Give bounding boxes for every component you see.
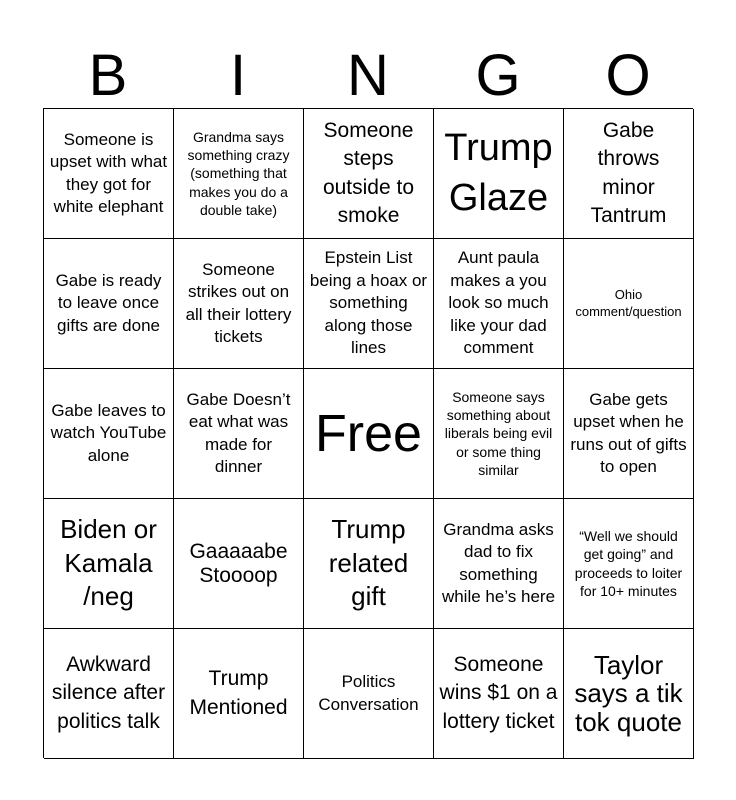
cell-text: Aunt paula makes a you look so much like your dad comment [448, 248, 549, 358]
header-letter-g: G [475, 43, 521, 108]
cell-text: Grandma says something crazy (something that makes you do a double take) [187, 129, 290, 218]
cell-text: Trump Mentioned [189, 667, 288, 719]
cell-text: Gabe leaves to watch YouTube alone [50, 400, 167, 465]
cell-text: Gabe is ready to leave once gifts are done [55, 270, 162, 335]
bingo-cell[interactable] [564, 629, 694, 759]
bingo-cell[interactable] [174, 239, 304, 369]
bingo-cell[interactable] [434, 499, 564, 629]
bingo-cell[interactable] [44, 629, 174, 759]
bingo-cell[interactable] [434, 239, 564, 369]
bingo-cell[interactable] [174, 499, 304, 629]
header-letter-i: I [229, 43, 247, 108]
bingo-grid [43, 108, 693, 758]
header-letter-n: N [347, 43, 389, 108]
cell-text: Gabe Doesn’t eat what was made for dinner [186, 389, 291, 476]
cell-text: Trump Glaze [444, 127, 553, 219]
bingo-cell[interactable] [564, 109, 694, 239]
cell-text: Taylor says a tik tok quote [574, 649, 683, 737]
bingo-cell[interactable] [434, 369, 564, 499]
bingo-cell[interactable] [304, 239, 434, 369]
header-letter-o: O [605, 43, 651, 108]
bingo-cell[interactable] [304, 499, 434, 629]
cell-text: Someone wins $1 on a lottery ticket [439, 652, 558, 733]
cell-text: Ohio comment/question [575, 287, 682, 319]
bingo-cell[interactable] [44, 109, 174, 239]
cell-text: Awkward silence after politics talk [51, 652, 166, 733]
cell-text: Someone is upset with what they got for white elephant [49, 129, 168, 216]
bingo-cell[interactable] [174, 629, 304, 759]
bingo-cell-free[interactable] [304, 369, 434, 499]
bingo-cell[interactable] [174, 109, 304, 239]
bingo-cell[interactable] [564, 499, 694, 629]
bingo-cell[interactable] [564, 239, 694, 369]
bingo-cell[interactable] [434, 109, 564, 239]
bingo-cell[interactable] [564, 369, 694, 499]
bingo-cell[interactable] [304, 629, 434, 759]
bingo-cell[interactable] [44, 239, 174, 369]
bingo-cell[interactable] [434, 629, 564, 759]
cell-text: Politics Conversation [318, 672, 419, 714]
cell-text: Someone strikes out on all their lottery tickets [185, 259, 292, 346]
bingo-header [43, 44, 693, 108]
cell-text: “Well we should get going” and proceeds to loiter for 10+ minutes [574, 528, 683, 599]
cell-text: Free [315, 404, 422, 463]
cell-text: Gabe gets upset when he runs out of gifts to open [570, 389, 687, 476]
bingo-cell[interactable] [304, 109, 434, 239]
cell-text: Trump related gift [328, 513, 409, 612]
cell-text: Biden or Kamala /neg [60, 513, 157, 612]
cell-text: Gaaaaabe Stoooop [189, 540, 288, 587]
cell-text: Epstein List being a hoax or something along those lines [309, 248, 428, 358]
header-letter-b: B [88, 43, 128, 108]
cell-text: Someone steps outside to smoke [322, 118, 415, 227]
bingo-cell[interactable] [44, 499, 174, 629]
bingo-cell[interactable] [174, 369, 304, 499]
bingo-cell[interactable] [44, 369, 174, 499]
cell-text: Someone says something about liberals being evil or some thing similar [444, 389, 553, 478]
cell-text: Gabe throws minor Tantrum [590, 118, 667, 227]
cell-text: Grandma asks dad to fix something while he’s here [441, 519, 556, 606]
